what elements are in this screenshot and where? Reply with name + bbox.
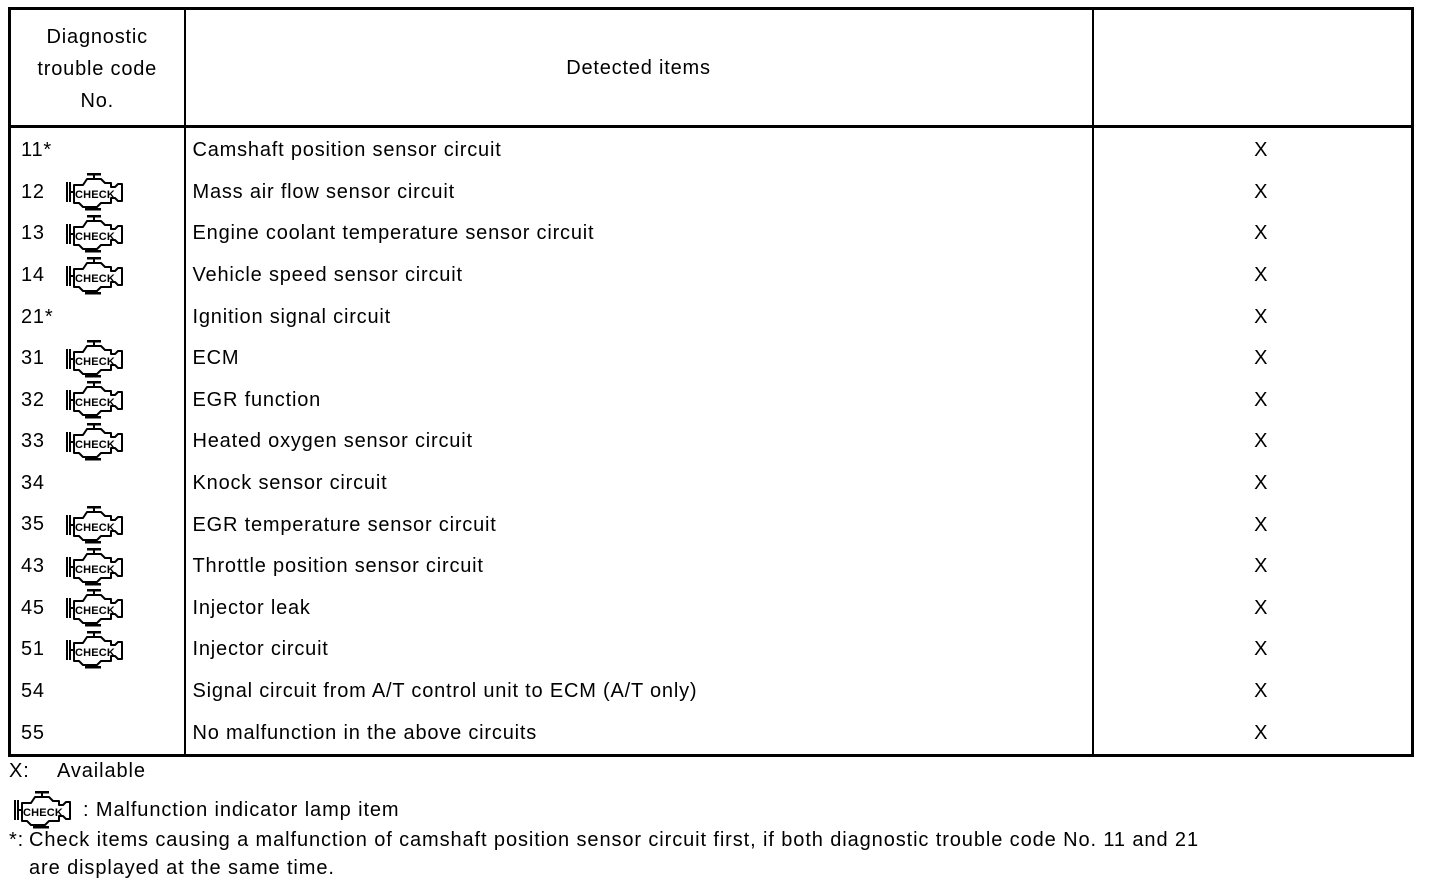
code-cell [10,255,185,297]
header-row [10,9,1413,127]
header-code-line-1: Diagnostic [46,25,148,48]
table-row [10,504,1413,546]
availability-mark: X [1093,213,1413,255]
legend-x-key: X: [9,760,30,782]
footnote-line-1 [9,826,1409,854]
legend-available [9,760,146,783]
table-row [10,671,1413,713]
availability-mark: X [1093,127,1413,172]
table-row [10,712,1413,755]
footnote-text-1: Check items causing a malfunction of camshaft position sensor circuit first, if both diagnostic trouble code No. 11 and 21 [29,829,1199,851]
check-engine-icon [61,380,127,420]
legend-mil-text: : Malfunction indicator lamp item [83,798,400,821]
table-row [10,213,1413,255]
table-row [10,421,1413,463]
legend-mil [9,790,400,830]
trouble-code: 55 [21,721,45,744]
table-row [10,546,1413,588]
table-row [10,127,1413,172]
trouble-code: 35 [21,513,45,536]
code-cell [10,504,185,546]
trouble-code: 12 [21,180,45,203]
detected-item: Ignition signal circuit [185,296,1093,338]
footnote-line-2: are displayed at the same time. [29,857,335,879]
table-row [10,255,1413,297]
trouble-code: 33 [21,430,45,453]
code-cell [10,296,185,338]
code-cell [10,213,185,255]
detected-item: Injector circuit [185,629,1093,671]
header-code [10,9,185,127]
legend-footnote [9,826,1409,882]
check-engine-icon [61,172,127,212]
table-row [10,172,1413,214]
table-body [10,127,1413,756]
code-cell [10,588,185,630]
check-engine-icon [61,588,127,628]
table-header [10,9,1413,127]
code-cell [10,463,185,505]
trouble-code: 31 [21,347,45,370]
check-engine-icon [9,790,75,830]
availability-mark: X [1093,380,1413,422]
trouble-code: 51 [21,638,45,661]
code-cell [10,172,185,214]
table-row [10,338,1413,380]
trouble-code: 21* [21,305,54,328]
availability-mark: X [1093,296,1413,338]
trouble-code: 45 [21,596,45,619]
code-cell [10,546,185,588]
header-code-line-3: No. [80,89,115,112]
trouble-code: 43 [21,555,45,578]
check-engine-icon [61,422,127,462]
check-engine-icon [61,505,127,545]
detected-item: Vehicle speed sensor circuit [185,255,1093,297]
check-engine-icon [61,630,127,670]
table-row [10,380,1413,422]
check-engine-icon [61,547,127,587]
availability-mark: X [1093,546,1413,588]
table-row [10,629,1413,671]
trouble-code: 34 [21,472,45,495]
code-cell [10,629,185,671]
detected-item: Mass air flow sensor circuit [185,172,1093,214]
detected-item: ECM [185,338,1093,380]
detected-item: Heated oxygen sensor circuit [185,421,1093,463]
header-detected-items: Detected items [185,9,1093,127]
check-engine-icon [61,214,127,254]
dtc-table [8,7,1414,757]
detected-item: EGR temperature sensor circuit [185,504,1093,546]
footnote-mark: *: [9,829,25,851]
availability-mark: X [1093,504,1413,546]
table-row [10,588,1413,630]
code-cell [10,712,185,755]
availability-mark: X [1093,712,1413,755]
table-row [10,463,1413,505]
detected-item: Injector leak [185,588,1093,630]
availability-mark: X [1093,629,1413,671]
detected-item: Signal circuit from A/T control unit to ECM (A/T only) [185,671,1093,713]
detected-item: Throttle position sensor circuit [185,546,1093,588]
availability-mark: X [1093,671,1413,713]
detected-item: Camshaft position sensor circuit [185,127,1093,172]
trouble-code: 32 [21,388,45,411]
code-cell [10,338,185,380]
detected-item: Engine coolant temperature sensor circuit [185,213,1093,255]
header-code-line-2: trouble code [37,57,158,80]
check-engine-icon [61,256,127,296]
availability-mark: X [1093,588,1413,630]
trouble-code: 13 [21,222,45,245]
availability-mark: X [1093,338,1413,380]
trouble-code: 14 [21,263,45,286]
trouble-code: 11* [21,139,52,162]
legend-x-text: Available [57,760,146,782]
table-row [10,296,1413,338]
check-engine-icon [61,339,127,379]
header-availability [1093,9,1413,127]
detected-item: No malfunction in the above circuits [185,712,1093,755]
availability-mark: X [1093,463,1413,505]
detected-item: Knock sensor circuit [185,463,1093,505]
availability-mark: X [1093,255,1413,297]
code-cell [10,127,185,172]
availability-mark: X [1093,421,1413,463]
detected-item: EGR function [185,380,1093,422]
code-cell [10,380,185,422]
code-cell [10,671,185,713]
trouble-code: 54 [21,680,45,703]
code-cell [10,421,185,463]
availability-mark: X [1093,172,1413,214]
